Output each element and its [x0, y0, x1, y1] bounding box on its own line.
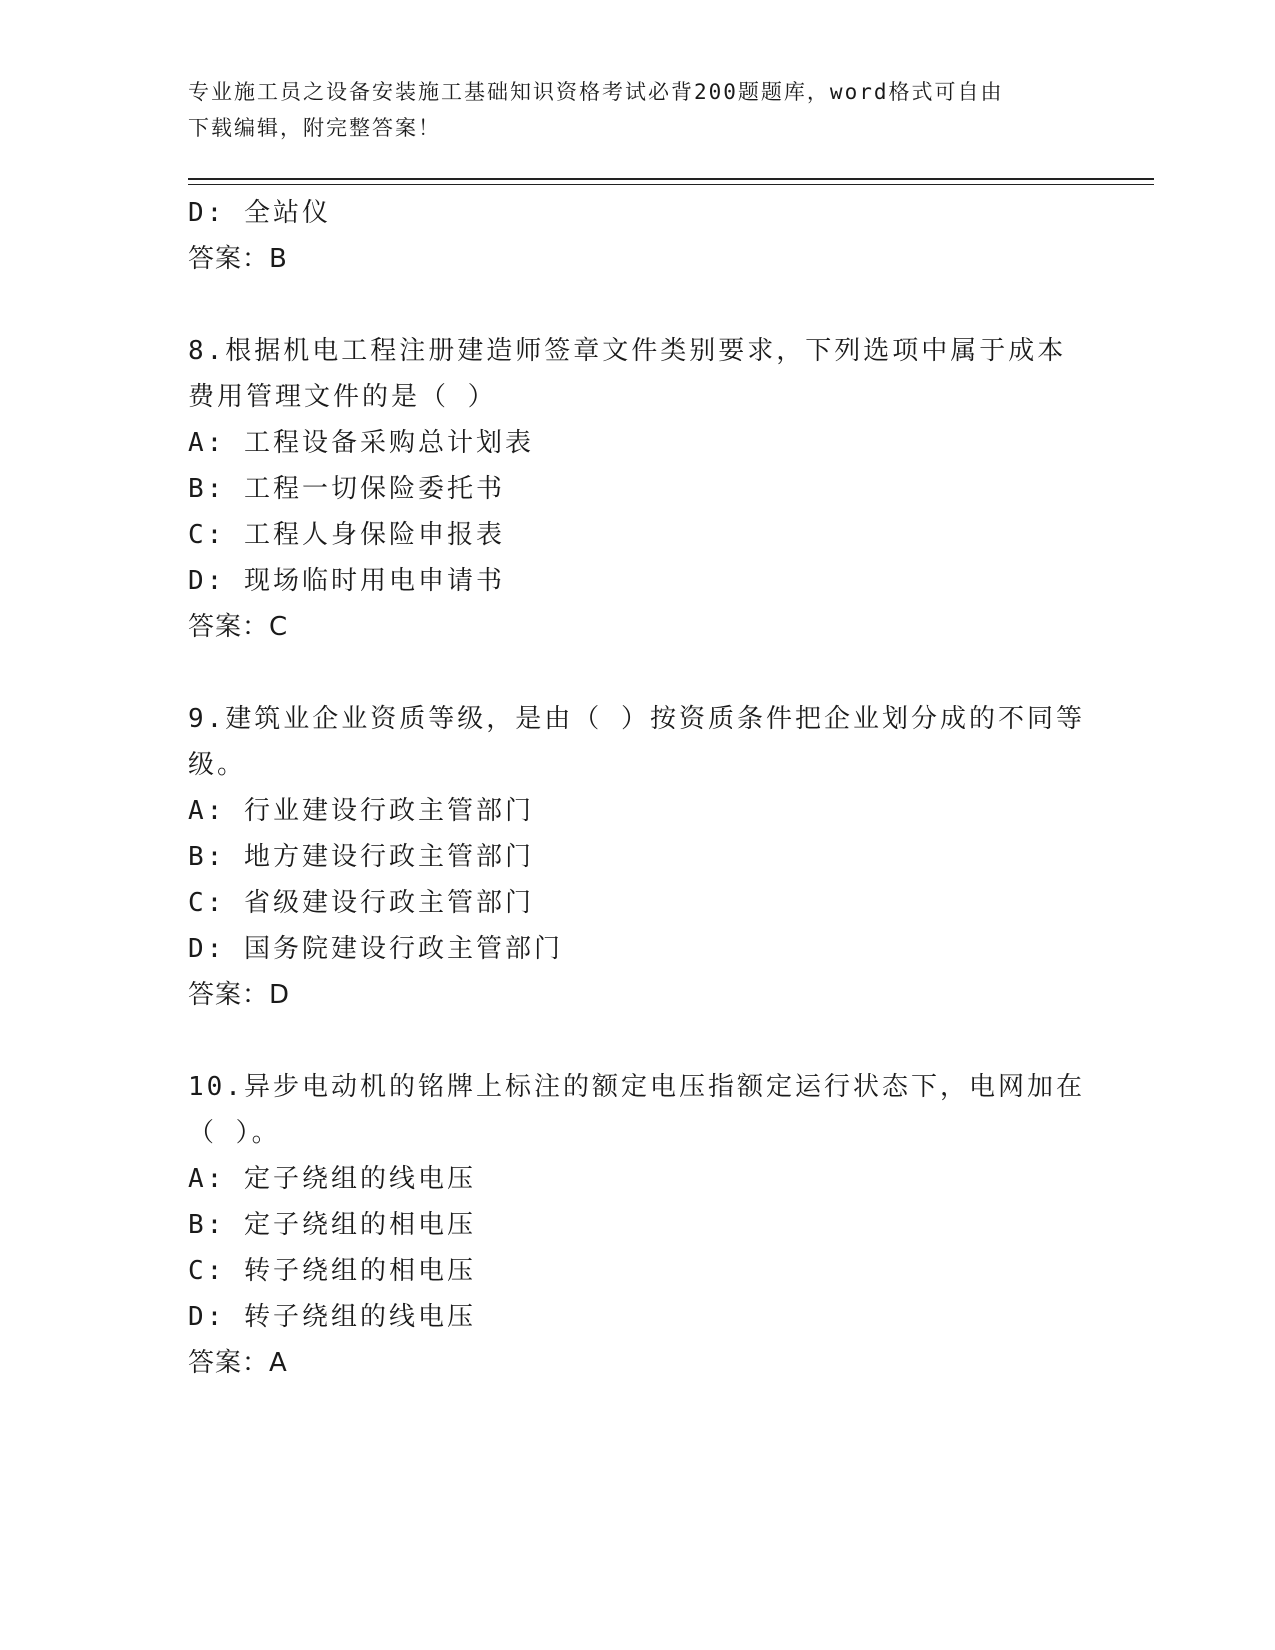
option-a: A: 定子绕组的线电压: [188, 1164, 476, 1194]
option-d: D: 现场临时用电申请书: [188, 566, 505, 596]
answer: 答案：C: [188, 612, 289, 642]
option-a: A: 工程设备采购总计划表: [188, 428, 534, 458]
option-b: B: 地方建设行政主管部门: [188, 842, 534, 872]
option-b: B: 工程一切保险委托书: [188, 474, 505, 504]
question-content: [188, 190, 1088, 1386]
option-c: C: 转子绕组的相电压: [188, 1256, 476, 1286]
answer: 答案：A: [188, 1348, 288, 1378]
prev-option-d: D: 全站仪: [188, 198, 331, 228]
spacer: [188, 650, 1088, 696]
header-line-1: 专业施工员之设备安装施工基础知识资格考试必背200题题库，word格式可自由: [188, 80, 1004, 104]
question-text: 8.根据机电工程注册建造师签章文件类别要求，下列选项中属于成本: [188, 336, 1067, 366]
document-header: [188, 74, 1068, 146]
option-c: C: 省级建设行政主管部门: [188, 888, 534, 918]
spacer: [188, 1018, 1088, 1064]
question-9: [188, 696, 1088, 1018]
question-10: [188, 1064, 1088, 1386]
question-8: [188, 328, 1088, 650]
question-text: 10.异步电动机的铭牌上标注的额定电压指额定运行状态下，电网加在: [188, 1072, 1085, 1102]
option-c: C: 工程人身保险申报表: [188, 520, 505, 550]
option-a: A: 行业建设行政主管部门: [188, 796, 534, 826]
option-b: B: 定子绕组的相电压: [188, 1210, 476, 1240]
prev-answer: 答案：B: [188, 244, 288, 274]
question-text: 级。: [188, 750, 247, 780]
option-d: D: 转子绕组的线电压: [188, 1302, 476, 1332]
answer: 答案：D: [188, 980, 291, 1010]
question-text: 费用管理文件的是（ ）: [188, 382, 497, 412]
option-d: D: 国务院建设行政主管部门: [188, 934, 563, 964]
question-text: （ ）。: [188, 1118, 281, 1148]
spacer: [188, 282, 1088, 328]
header-divider-thin: [188, 184, 1154, 185]
header-line-2: 下载编辑，附完整答案！: [188, 116, 441, 140]
question-text: 9.建筑业企业资质等级，是由（ ）按资质条件把企业划分成的不同等: [188, 704, 1085, 734]
header-divider-thick: [188, 178, 1154, 180]
